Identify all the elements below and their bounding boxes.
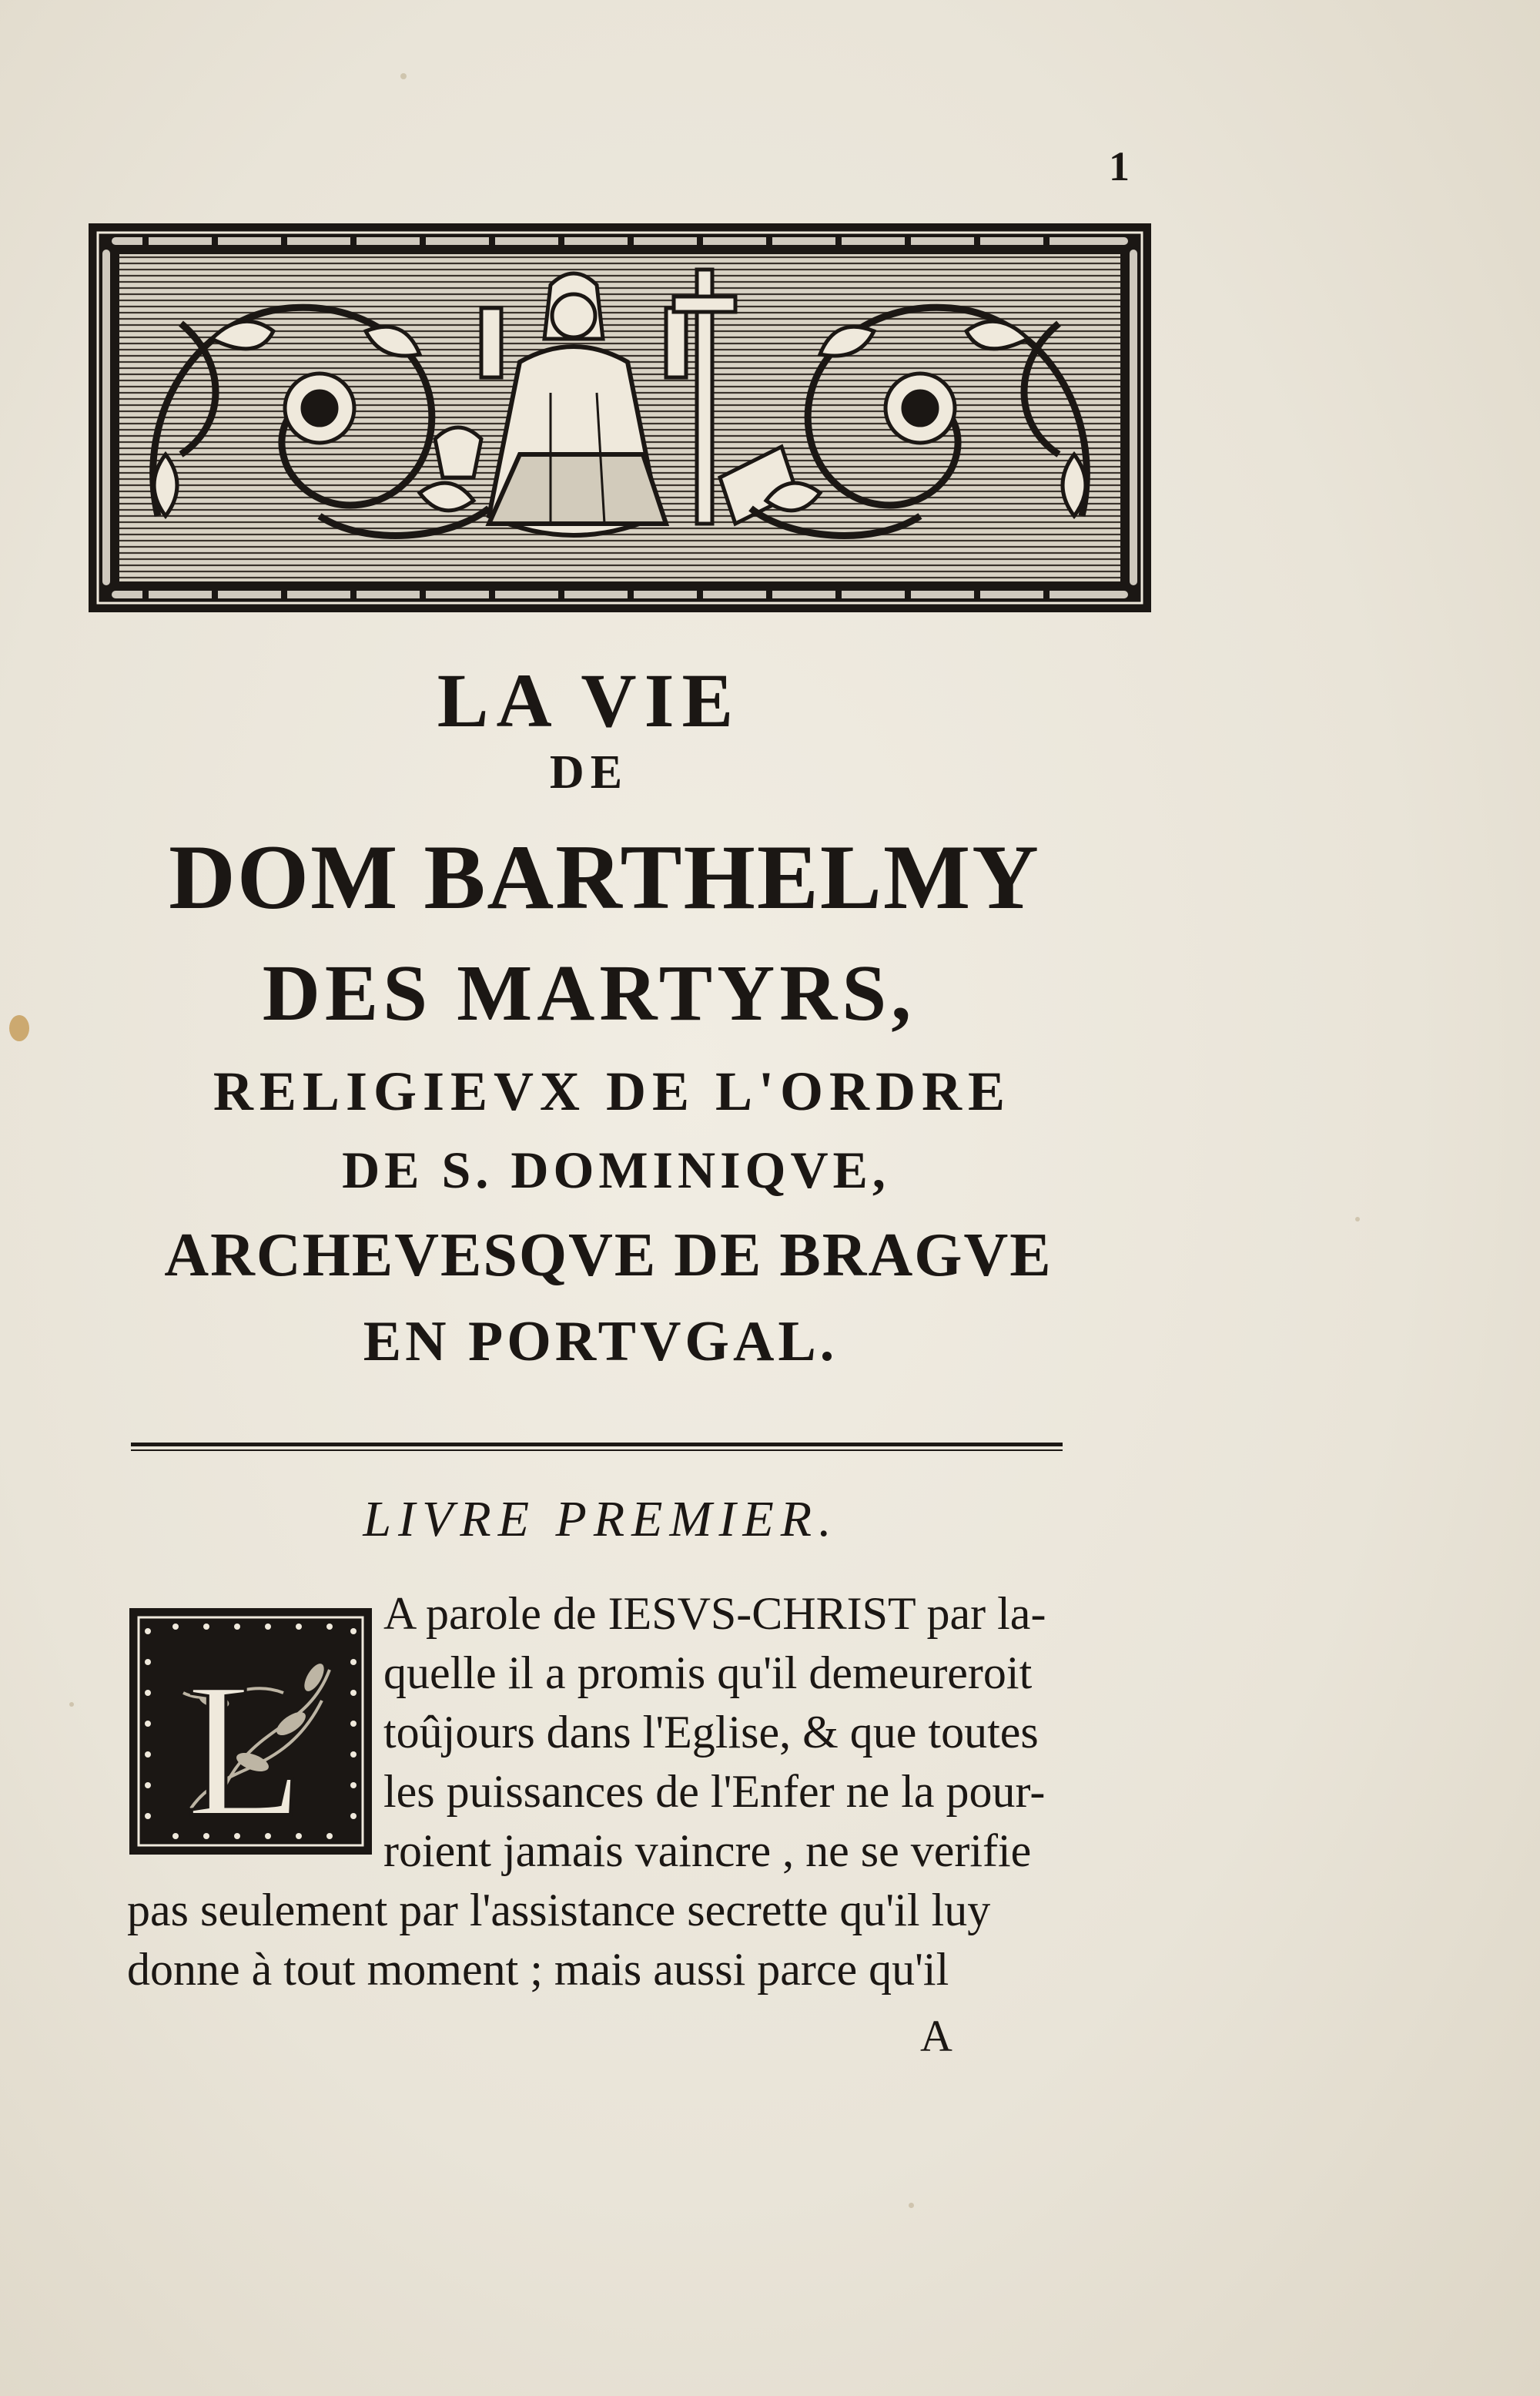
body-line: donne à tout moment ; mais aussi parce qu'il (127, 1944, 949, 1995)
title-line-dominique: DE S. DOMINIQVE, (342, 1141, 890, 1199)
signature-mark: A (920, 2011, 952, 2061)
body-line: toûjours dans l'Eglise, & que toutes (383, 1707, 1039, 1758)
double-rule-thick (131, 1443, 1063, 1446)
initial-letter: L (186, 1644, 304, 1855)
title-line-la-vie: LA VIE (437, 658, 742, 743)
body-line: roient jamais vaincre , ne se verifie (383, 1825, 1032, 1876)
paper-stain (9, 1015, 29, 1041)
paper-speck (1355, 1217, 1360, 1221)
title-line-surname: DES MARTYRS, (262, 949, 916, 1037)
paper-speck (909, 2203, 914, 2208)
title-line-portugal: EN PORTVGAL. (363, 1310, 839, 1373)
woodcut-headpiece (89, 223, 1151, 612)
page-number: 1 (1109, 143, 1130, 189)
double-rule-thin (131, 1449, 1063, 1451)
paper-speck (69, 1702, 74, 1707)
book-heading: LIVRE PREMIER. (363, 1491, 839, 1547)
title-line-name: DOM BARTHELMY (169, 826, 1040, 928)
title-line-archbishop: ARCHEVESQVE DE BRAGVE (164, 1221, 1053, 1289)
body-line: quelle il a promis qu'il demeureroit (383, 1647, 1033, 1698)
paper-speck (400, 73, 407, 79)
decorated-initial (129, 1608, 372, 1855)
body-line: A parole de IESVS-CHRIST par la- (383, 1588, 1046, 1639)
body-line: les puissances de l'Enfer ne la pour- (383, 1766, 1046, 1817)
body-line: pas seulement par l'assistance secrette qu'il luy (127, 1885, 991, 1935)
title-line-order: RELIGIEVX DE L'ORDRE (213, 1061, 1012, 1122)
title-line-de: DE (549, 746, 629, 799)
